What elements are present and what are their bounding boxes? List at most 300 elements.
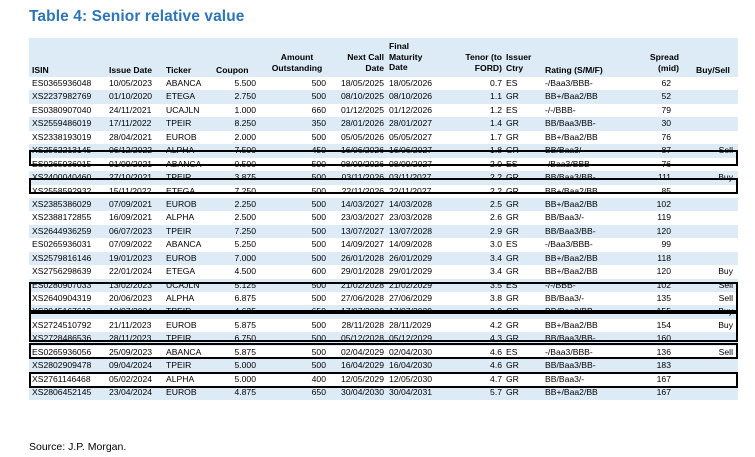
- cell-isin: XS2237982769: [32, 91, 92, 102]
- cell-amount: 500: [311, 91, 326, 102]
- cell-spread: 62: [661, 78, 671, 88]
- cell-coupon: 7.250: [234, 225, 256, 236]
- cell-spread: 154: [656, 319, 671, 330]
- cell-issuer-ctry: GR: [506, 387, 519, 398]
- cell-tenor: 4.6: [490, 346, 502, 357]
- cell-ticker: ETEGA: [166, 266, 196, 277]
- source-note: Source: J.P. Morgan.: [29, 441, 127, 453]
- cell-ticker: EUROB: [166, 198, 197, 209]
- cell-issuer-ctry: GR: [506, 91, 519, 102]
- cell-maturity: 08/10/2026: [389, 91, 433, 102]
- cell-tenor: 2.6: [490, 212, 502, 223]
- cell-maturity: 17/07/2029: [389, 306, 433, 317]
- cell-ticker: TPEIR: [166, 360, 192, 371]
- table-row: [29, 386, 738, 399]
- cell-maturity: 21/02/2029: [389, 279, 433, 290]
- cell-amount: 450: [311, 145, 326, 156]
- cell-coupon: 5.000: [234, 373, 256, 384]
- cell-next-call: 13/07/2027: [340, 225, 384, 236]
- cell-amount: 500: [311, 279, 326, 290]
- cell-ticker: UCAJLN: [166, 279, 200, 290]
- cell-maturity: 16/04/2030: [389, 360, 433, 371]
- cell-issuer-ctry: ES: [506, 158, 518, 169]
- table-row: [29, 279, 738, 292]
- cell-isin: ES0365936048: [32, 78, 92, 88]
- cell-coupon: 4.500: [234, 266, 256, 277]
- cell-issuer-ctry: GR: [506, 266, 519, 277]
- table-row: [29, 359, 738, 372]
- cell-issuer-ctry: GR: [506, 131, 519, 142]
- cell-issue-date: 24/11/2021: [109, 104, 152, 115]
- cell-amount: 500: [311, 293, 326, 303]
- cell-amount: 500: [311, 185, 326, 196]
- cell-coupon: 1.000: [234, 104, 256, 115]
- cell-buy-sell: Sell: [718, 346, 733, 357]
- cell-maturity: 18/05/2026: [389, 78, 433, 88]
- cell-rating: BB+/Baa2/BB: [545, 91, 598, 102]
- cell-maturity: 14/03/2028: [389, 198, 433, 209]
- cell-coupon: 4.875: [234, 387, 256, 398]
- cell-issue-date: 06/07/2023: [109, 225, 153, 236]
- cell-spread: 118: [657, 252, 671, 263]
- cell-next-call: 22/11/2026: [341, 185, 384, 196]
- cell-rating: BB/Baa3/-: [545, 212, 585, 223]
- table-row: [29, 131, 738, 144]
- cell-issue-date: 01/10/2020: [109, 91, 153, 102]
- cell-coupon: 7.500: [234, 145, 256, 156]
- table-row: [29, 198, 738, 211]
- cell-isin: XS2644936259: [32, 225, 92, 236]
- cell-next-call: 16/04/2029: [340, 360, 384, 371]
- cell-isin: ES0380907040: [32, 104, 92, 115]
- cell-coupon: 2.500: [234, 212, 256, 223]
- cell-next-call: 12/05/2029: [340, 373, 384, 384]
- cell-spread: 136: [656, 346, 671, 357]
- cell-issue-date: 07/09/2021: [109, 198, 153, 209]
- cell-rating: -/Baa3/BBB-: [545, 239, 593, 250]
- cell-issue-date: 20/06/2023: [109, 293, 153, 303]
- header-next-call-date: Next Call Date: [347, 52, 384, 73]
- cell-spread: 160: [656, 333, 671, 344]
- cell-maturity: 30/04/2031: [389, 387, 433, 398]
- cell-amount: 500: [311, 225, 326, 236]
- header-buy-sell: Buy/Sell: [696, 65, 730, 75]
- cell-issue-date: 10/05/2023: [109, 78, 153, 88]
- cell-issuer-ctry: ES: [506, 78, 518, 88]
- table-row: [29, 265, 738, 278]
- cell-ticker: ALPHA: [166, 373, 195, 384]
- cell-amount: 500: [311, 131, 326, 142]
- cell-next-call: 17/07/2028: [340, 306, 384, 317]
- cell-amount: 600: [311, 266, 326, 277]
- cell-isin: XS2338193019: [32, 131, 92, 142]
- header-amount: Amount Outstanding: [271, 52, 323, 73]
- cell-isin: XS2400040460: [32, 172, 92, 183]
- table-row: [29, 144, 738, 157]
- cell-isin: XS2806452145: [32, 387, 92, 398]
- cell-amount: 660: [311, 104, 326, 115]
- cell-next-call: 02/04/2029: [340, 346, 384, 357]
- table-row: [29, 292, 738, 305]
- cell-issue-date: 10/07/2024: [109, 306, 153, 317]
- cell-issue-date: 21/11/2023: [109, 319, 152, 330]
- table-row: [29, 346, 738, 359]
- header-isin: ISIN: [32, 65, 49, 75]
- cell-tenor: 5.7: [490, 387, 502, 398]
- cell-next-call: 05/05/2026: [340, 131, 384, 142]
- cell-rating: BB+/Baa2/BB: [545, 185, 598, 196]
- cell-amount: 500: [311, 360, 326, 371]
- cell-spread: 102: [656, 198, 671, 209]
- cell-isin: ES0265936015: [32, 158, 92, 169]
- cell-tenor: 3.0: [490, 239, 502, 250]
- cell-amount: 500: [311, 252, 326, 263]
- cell-maturity: 01/12/2026: [389, 104, 433, 115]
- cell-amount: 400: [311, 373, 326, 384]
- cell-tenor: 1.1: [490, 91, 502, 102]
- cell-tenor: 4.3: [490, 333, 502, 344]
- table-row: [29, 373, 738, 386]
- cell-coupon: 5.125: [234, 279, 256, 290]
- cell-tenor: 0.7: [490, 78, 502, 88]
- cell-issuer-ctry: GR: [506, 306, 519, 317]
- cell-isin: XS2728486536: [32, 333, 92, 344]
- cell-spread: 120: [656, 266, 671, 277]
- cell-coupon: 2.250: [234, 198, 256, 209]
- cell-ticker: TPEIR: [166, 306, 192, 317]
- cell-tenor: 1.2: [490, 104, 502, 115]
- cell-issue-date: 25/09/2023: [109, 346, 153, 357]
- cell-isin: XS2756298639: [32, 266, 92, 277]
- cell-rating: BB+/Baa2/BB: [545, 131, 598, 142]
- cell-maturity: 08/09/2027: [389, 158, 433, 169]
- cell-next-call: 08/09/2026: [340, 158, 384, 169]
- cell-spread: 99: [661, 239, 671, 250]
- cell-isin: ES0265936031: [32, 239, 92, 250]
- cell-coupon: 3.875: [234, 172, 256, 183]
- cell-amount: 500: [311, 198, 326, 209]
- cell-spread: 102: [656, 279, 671, 290]
- table-row: [29, 171, 738, 184]
- cell-rating: -/Baa3/BBB-: [545, 158, 593, 169]
- cell-issue-date: 23/04/2024: [109, 387, 153, 398]
- cell-issuer-ctry: GR: [506, 118, 519, 129]
- cell-rating: BB+/Baa2/BB: [545, 266, 598, 277]
- cell-ticker: ABANCA: [166, 78, 202, 88]
- cell-issuer-ctry: ES: [506, 279, 518, 290]
- cell-ticker: TPEIR: [166, 225, 192, 236]
- cell-ticker: TPEIR: [166, 118, 192, 129]
- cell-coupon: 7.250: [234, 185, 256, 196]
- cell-maturity: 14/09/2028: [389, 239, 433, 250]
- cell-coupon: 0.500: [234, 158, 256, 169]
- cell-buy-sell: Buy: [718, 319, 733, 330]
- cell-issue-date: 28/04/2021: [109, 131, 153, 142]
- cell-spread: 76: [661, 158, 671, 169]
- cell-spread: 52: [661, 91, 671, 102]
- header-ticker: Ticker: [166, 65, 192, 75]
- cell-buy-sell: Sell: [718, 293, 733, 303]
- cell-issue-date: 13/02/2023: [109, 279, 153, 290]
- cell-amount: 650: [311, 387, 326, 398]
- cell-issue-date: 17/11/2022: [109, 118, 152, 129]
- cell-buy-sell: Sell: [718, 145, 733, 156]
- cell-next-call: 05/12/2028: [340, 333, 384, 344]
- header-coupon: Coupon: [216, 65, 249, 75]
- cell-next-call: 28/01/2026: [340, 118, 384, 129]
- table-row: [29, 117, 738, 130]
- cell-next-call: 08/10/2025: [340, 91, 384, 102]
- cell-issue-date: 28/11/2023: [109, 333, 152, 344]
- cell-spread: 135: [656, 293, 671, 303]
- table-row: [29, 238, 738, 251]
- cell-next-call: 26/01/2028: [340, 252, 384, 263]
- cell-ticker: ALPHA: [166, 293, 195, 303]
- cell-amount: 500: [311, 212, 326, 223]
- cell-ticker: ETEGA: [166, 91, 196, 102]
- cell-issuer-ctry: GR: [506, 293, 519, 303]
- cell-rating: BB/Baa3/BB-: [545, 172, 596, 183]
- cell-issue-date: 19/01/2023: [109, 252, 153, 263]
- cell-rating: -/-/BBB-: [545, 279, 576, 290]
- cell-ticker: UCAJLN: [166, 104, 200, 115]
- cell-spread: 119: [657, 212, 671, 223]
- cell-isin: XS2558592932: [32, 185, 92, 196]
- cell-issuer-ctry: GR: [506, 212, 519, 223]
- cell-tenor: 3.8: [490, 293, 502, 303]
- cell-ticker: EUROB: [166, 252, 197, 263]
- cell-issuer-ctry: GR: [506, 252, 519, 263]
- cell-issuer-ctry: GR: [506, 185, 519, 196]
- table-row: [29, 211, 738, 224]
- cell-coupon: 5.875: [234, 319, 256, 330]
- cell-rating: BB/Baa3/BB-: [545, 333, 596, 344]
- cell-ticker: ETEGA: [166, 185, 196, 196]
- cell-rating: BB/Baa3/-: [545, 293, 585, 303]
- cell-amount: 500: [311, 78, 326, 88]
- cell-tenor: 3.4: [490, 266, 502, 277]
- cell-coupon: 5.500: [234, 78, 256, 88]
- cell-isin: XS2761146468: [32, 373, 91, 384]
- table-row: [29, 90, 738, 103]
- cell-tenor: 1.7: [490, 131, 502, 142]
- cell-rating: BB+/Baa2/BB: [545, 198, 598, 209]
- header-rating: Rating (S/M/F): [545, 65, 603, 75]
- header-final-maturity-date: Final Maturity Date: [389, 41, 423, 72]
- cell-issuer-ctry: GR: [506, 198, 519, 209]
- cell-coupon: 6.875: [234, 293, 256, 303]
- cell-amount: 500: [311, 172, 326, 183]
- cell-ticker: ALPHA: [166, 145, 195, 156]
- cell-amount: 500: [311, 239, 326, 250]
- header-tenor: Tenor (to FORD): [465, 52, 502, 73]
- cell-issuer-ctry: ES: [506, 104, 518, 115]
- cell-amount: 500: [311, 346, 326, 357]
- cell-coupon: 8.250: [234, 118, 256, 129]
- cell-maturity: 05/05/2027: [389, 131, 433, 142]
- cell-rating: BB/Baa3/BB-: [545, 225, 596, 236]
- cell-next-call: 01/12/2025: [340, 104, 384, 115]
- cell-tenor: 4.2: [490, 319, 502, 330]
- table-row: [29, 305, 738, 318]
- cell-isin: XS2845167613: [32, 306, 92, 317]
- cell-ticker: TPEIR: [166, 172, 192, 183]
- cell-spread: 79: [661, 104, 671, 115]
- header-spread: Spread (mid): [649, 52, 679, 73]
- cell-isin: XS2559486019: [32, 118, 92, 129]
- cell-amount: 500: [311, 158, 326, 169]
- cell-rating: -/Baa3/BBB-: [545, 78, 593, 88]
- cell-maturity: 26/01/2029: [389, 252, 433, 263]
- cell-coupon: 2.750: [234, 91, 256, 102]
- cell-amount: 650: [311, 306, 326, 317]
- cell-maturity: 28/01/2027: [389, 118, 433, 129]
- cell-spread: 87: [661, 145, 671, 156]
- cell-issuer-ctry: GR: [506, 333, 519, 344]
- table-row: [29, 332, 738, 345]
- cell-ticker: ABANCA: [166, 239, 202, 250]
- cell-rating: BB/Baa3/BB-: [545, 118, 596, 129]
- cell-tenor: 4.6: [490, 360, 502, 371]
- cell-buy-sell: Buy: [718, 172, 733, 183]
- cell-next-call: 23/03/2027: [340, 212, 384, 223]
- cell-isin: XS2802909478: [32, 360, 92, 371]
- cell-tenor: 4.7: [490, 373, 502, 384]
- cell-ticker: EUROB: [166, 131, 197, 142]
- cell-isin: ES0280907033: [32, 279, 92, 290]
- cell-ticker: EUROB: [166, 319, 197, 330]
- cell-ticker: TPEIR: [166, 333, 192, 344]
- cell-ticker: ABANCA: [166, 158, 202, 169]
- cell-tenor: 3.5: [490, 279, 502, 290]
- cell-ticker: ALPHA: [166, 212, 195, 223]
- cell-rating: BB/Baa3/BB-: [545, 306, 596, 317]
- table-body: [29, 77, 738, 400]
- cell-isin: XS2724510792: [32, 319, 92, 330]
- cell-issue-date: 27/10/2021: [109, 172, 153, 183]
- cell-issuer-ctry: GR: [506, 373, 519, 384]
- cell-rating: BB+/Baa2/BB: [545, 319, 598, 330]
- header-issuer-ctry: Issuer Ctry: [506, 52, 532, 73]
- cell-issue-date: 16/09/2021: [109, 212, 153, 223]
- cell-maturity: 02/04/2030: [389, 346, 433, 357]
- cell-spread: 76: [661, 131, 671, 142]
- cell-maturity: 22/11/2027: [389, 185, 432, 196]
- cell-spread: 120: [656, 225, 671, 236]
- cell-amount: 500: [311, 319, 326, 330]
- cell-spread: 111: [657, 172, 671, 183]
- cell-coupon: 4.625: [234, 306, 256, 317]
- senior-relative-value-table: [29, 38, 738, 400]
- cell-tenor: 2.0: [490, 158, 502, 169]
- cell-ticker: ABANCA: [166, 346, 202, 357]
- cell-next-call: 21/02/2028: [340, 279, 384, 290]
- cell-coupon: 5.000: [234, 360, 256, 371]
- cell-spread: 85: [661, 185, 671, 196]
- cell-next-call: 16/06/2026: [340, 145, 384, 156]
- table-header: [29, 38, 738, 77]
- cell-rating: -/Baa3/BBB-: [545, 346, 593, 357]
- cell-tenor: 3.4: [490, 252, 502, 263]
- cell-next-call: 14/09/2027: [340, 239, 384, 250]
- cell-amount: 500: [311, 333, 326, 344]
- cell-tenor: 2.5: [490, 198, 502, 209]
- cell-issuer-ctry: ES: [506, 346, 518, 357]
- table-row: [29, 225, 738, 238]
- cell-spread: 183: [656, 360, 671, 371]
- cell-maturity: 16/06/2027: [389, 145, 433, 156]
- cell-isin: ES0265936056: [32, 346, 92, 357]
- cell-coupon: 5.250: [234, 239, 256, 250]
- cell-issue-date: 09/04/2024: [109, 360, 153, 371]
- cell-tenor: 2.2: [490, 185, 502, 196]
- cell-rating: BB/Baa3/-: [545, 373, 585, 384]
- cell-issuer-ctry: GR: [506, 319, 519, 330]
- table-title: Table 4: Senior relative value: [29, 8, 245, 25]
- cell-rating: -/-/BBB-: [545, 104, 576, 115]
- cell-next-call: 14/03/2027: [340, 198, 384, 209]
- cell-next-call: 30/04/2030: [340, 387, 384, 398]
- cell-isin: XS2579816146: [32, 252, 92, 263]
- cell-maturity: 12/05/2030: [389, 373, 433, 384]
- cell-spread: 30: [661, 118, 671, 129]
- cell-maturity: 05/12/2029: [389, 333, 433, 344]
- cell-issuer-ctry: GR: [506, 360, 519, 371]
- cell-next-call: 29/01/2028: [340, 266, 384, 277]
- cell-issuer-ctry: ES: [506, 239, 518, 250]
- cell-maturity: 29/01/2029: [389, 266, 433, 277]
- cell-tenor: 2.2: [490, 172, 502, 183]
- table-row: [29, 158, 738, 171]
- cell-issue-date: 01/09/2021: [109, 158, 153, 169]
- cell-spread: 155: [656, 306, 671, 317]
- cell-coupon: 6.750: [234, 333, 256, 344]
- cell-buy-sell: Buy: [718, 306, 733, 317]
- cell-buy-sell: Sell: [718, 279, 733, 290]
- cell-buy-sell: Buy: [718, 266, 733, 277]
- cell-rating: BB+/Baa2/BB: [545, 387, 598, 398]
- cell-issue-date: 07/09/2022: [109, 239, 153, 250]
- table-row: [29, 252, 738, 265]
- cell-spread: 167: [656, 373, 671, 384]
- cell-issue-date: 05/02/2024: [109, 373, 153, 384]
- cell-next-call: 03/11/2026: [341, 172, 384, 183]
- table-row: [29, 319, 738, 332]
- cell-coupon: 7.000: [234, 252, 256, 263]
- cell-tenor: 2.9: [490, 225, 502, 236]
- cell-issue-date: 06/12/2022: [109, 145, 153, 156]
- cell-maturity: 03/11/2027: [389, 172, 432, 183]
- cell-rating: BB/Baa3/BB-: [545, 360, 596, 371]
- cell-rating: BB+/Baa2/BB: [545, 252, 598, 263]
- cell-maturity: 27/06/2029: [389, 293, 433, 303]
- cell-issue-date: 22/01/2024: [109, 266, 153, 277]
- cell-issuer-ctry: GR: [506, 145, 519, 156]
- cell-next-call: 27/06/2028: [340, 293, 384, 303]
- cell-issuer-ctry: GR: [506, 225, 519, 236]
- header-issue-date: Issue Date: [109, 65, 152, 75]
- cell-issue-date: 15/11/2022: [109, 185, 152, 196]
- cell-coupon: 5.875: [234, 346, 256, 357]
- cell-maturity: 28/11/2029: [389, 319, 432, 330]
- cell-maturity: 13/07/2028: [389, 225, 433, 236]
- cell-next-call: 18/05/2025: [340, 78, 384, 88]
- cell-ticker: EUROB: [166, 387, 197, 398]
- cell-isin: XS2640904319: [32, 293, 92, 303]
- cell-spread: 167: [656, 387, 671, 398]
- table-row: [29, 104, 738, 117]
- cell-amount: 350: [311, 118, 326, 129]
